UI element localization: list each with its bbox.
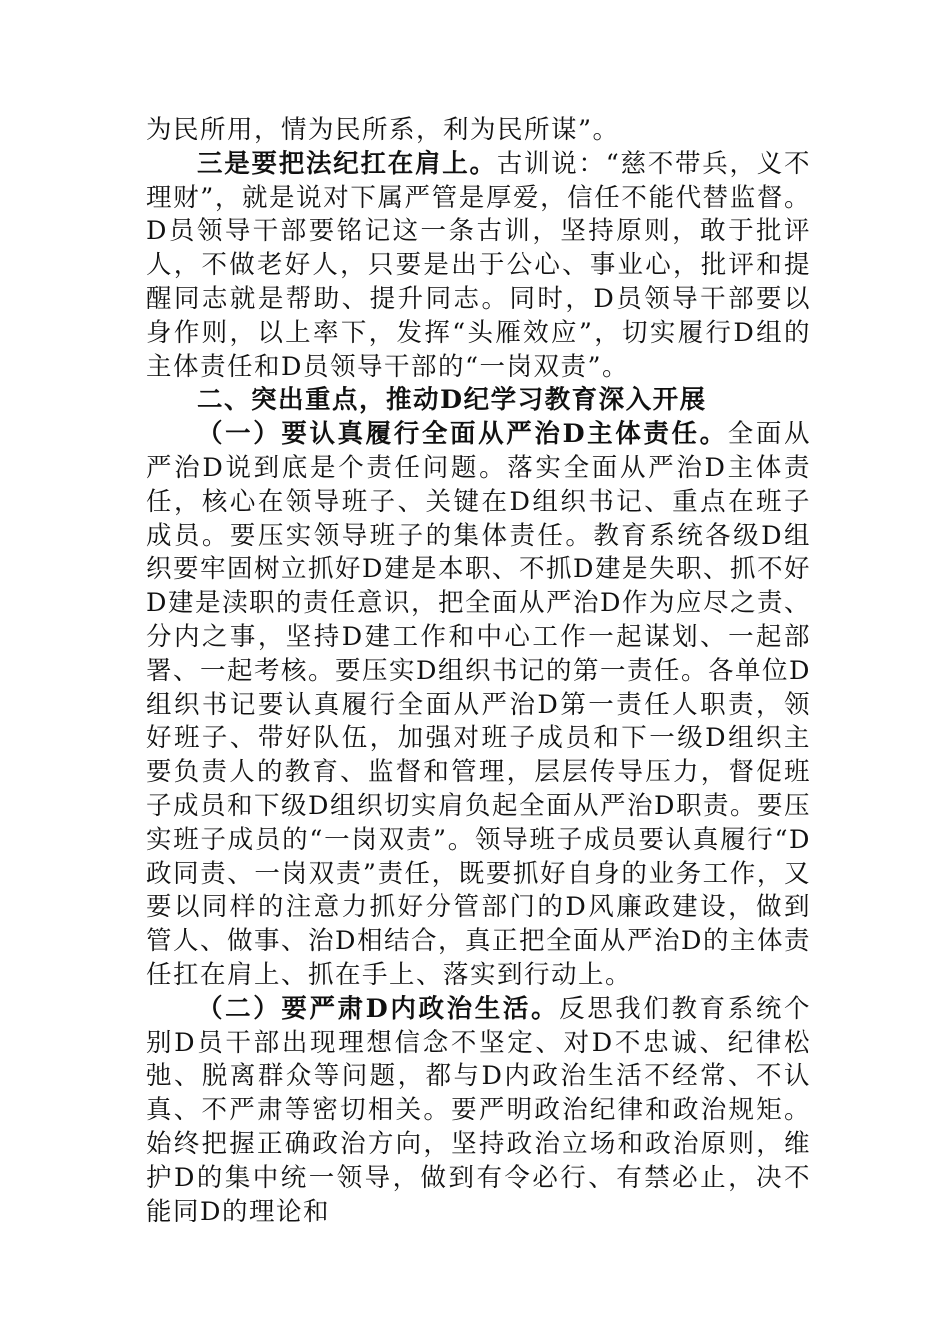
paragraph-continuation	[146, 114, 811, 148]
paragraph-lead: （一）要认真履行全面从严治D主体责任。	[197, 419, 728, 450]
paragraph-three-law-discipline	[146, 148, 811, 385]
paragraph-text: 为民所用，情为民所系，利为民所谋”。	[146, 115, 620, 145]
paragraph-lead: （二）要严肃D内政治生活。	[197, 993, 560, 1024]
section-heading: 二、突出重点，推动D纪学习教育深入开展	[197, 385, 707, 416]
paragraph-lead: 三是要把法纪扛在肩上。	[197, 148, 497, 179]
paragraph-text: 全面从严治D说到底是个责任问题。落实全面从严治D主体责任，核心在领导班子、关键在D组织书记、重点在班子成员。要压实领导班子的集体责任。教育系统各级D组织要牢固树立抓好D建是本职、不抓D建是失职、抓不好D建是渎职的责任意识，把全面从严治D作为应尽之责、分内之事，坚持D建工作和中心工作一起谋划、一起部署、一起考核。要压实D组织书记的第一责任。各单位D组织书记要认真履行全面从严治D第一责任人职责，领好班子、带好队伍，加强对班子成员和下一级D组织主要负责人的教育、监督和管理，层层传导压力，督促班子成员和下级D组织切实肩负起全面从严治D职责。要压实班子成员的“一岗双责”。领导班子成员要认真履行“D政同责、一岗双责”责任，既要抓好自身的业务工作，又要以同样的注意力抓好分管部门的D风廉政建设，做到管人、做事、治D相结合，真正把全面从严治D的主体责任扛在肩上、抓在手上、落实到行动上。	[146, 419, 811, 990]
document-body	[146, 114, 811, 1229]
paragraph-subject-responsibility	[146, 418, 811, 993]
paragraph-political-life	[146, 993, 811, 1230]
paragraph-text: 古训说：“慈不带兵，义不理财”，就是说对下属严管是厚爱，信任不能代替监督。D员领导干部要铭记这一条古训，坚持原则，敢于批评人，不做老好人，只要是出于公心、事业心，批评和提醒同志就是帮助、提升同志。同时，D员领导干部要以身作则，以上率下，发挥“头雁效应”，切实履行D组的主体责任和D员领导干部的“一岗双责”。	[146, 148, 811, 382]
paragraph-text: 反思我们教育系统个别D员干部出现理想信念不坚定、对D不忠诚、纪律松弛、脱离群众等问题，都与D内政治生活不经常、不认真、不严肃等密切相关。要严明政治纪律和政治规矩。始终把握正确政治方向，坚持政治立场和政治原则，维护D的集中统一领导，做到有令必行、有禁必止，决不能同D的理论和	[146, 993, 811, 1227]
